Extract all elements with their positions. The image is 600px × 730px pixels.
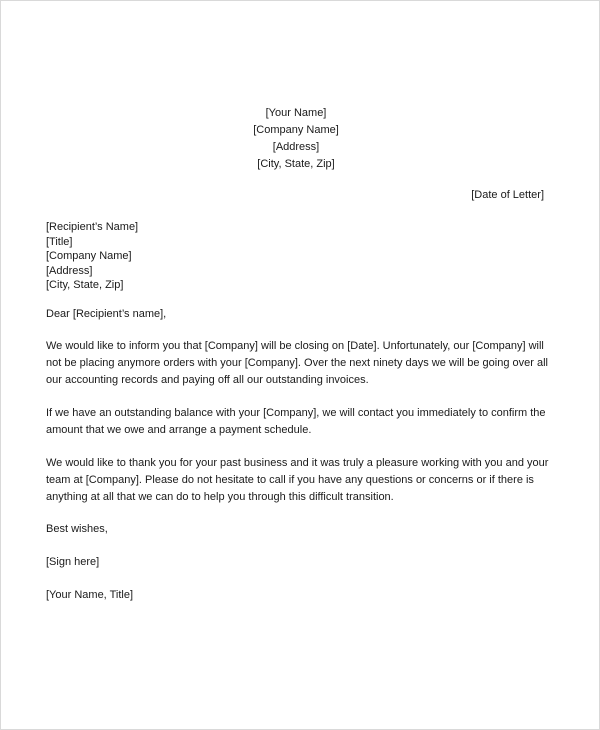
recipient-block xyxy=(46,220,138,293)
body-paragraph xyxy=(46,338,556,389)
body-line: not be placing anymore orders with your [Company]. Over the next ninety days we will be going over all xyxy=(46,357,548,369)
body-line: team at [Company]. Please do not hesitate to call if you have any questions or concerns or if there is xyxy=(46,474,534,486)
sender-name: [Your Name] xyxy=(265,107,327,119)
recipient-title: [Title] xyxy=(46,235,73,248)
body-line: our accounting records and paying off all our outstanding invoices. xyxy=(46,374,369,386)
recipient-city-state-zip: [City, State, Zip] xyxy=(46,279,124,291)
sender-company: [Company Name] xyxy=(253,124,339,136)
body-paragraph xyxy=(46,405,556,439)
body-line: If we have an outstanding balance with your [Company], we will contact you immediately to confirm the xyxy=(46,407,546,419)
signer-name-title: [Your Name, Title] xyxy=(46,589,134,601)
letter-body xyxy=(46,338,556,522)
greeting: Dear [Recipient’s name], xyxy=(46,308,167,320)
letter-date: [Date of Letter] xyxy=(471,189,544,201)
sender-address: [Address] xyxy=(272,141,320,153)
closing-salutation: Best wishes, xyxy=(46,523,108,535)
signature-placeholder: [Sign here] xyxy=(46,556,100,568)
body-line: anything at all that we can do to help you through this difficult transition. xyxy=(46,491,394,503)
body-line: amount that we owe and arrange a payment schedule. xyxy=(46,424,312,436)
body-paragraph xyxy=(46,455,556,506)
recipient-company: [Company Name] xyxy=(46,250,132,262)
closing-block xyxy=(46,521,133,620)
body-line: We would like to thank you for your past business and it was truly a pleasure working with you and your xyxy=(46,457,549,469)
sender-block xyxy=(1,105,591,173)
sender-city-state-zip: [City, State, Zip] xyxy=(257,158,335,170)
recipient-name: [Recipient’s Name] xyxy=(46,221,139,233)
recipient-address: [Address] xyxy=(46,264,93,277)
body-line: We would like to inform you that [Company] will be closing on [Date]. Unfortunately, our [Company] will xyxy=(46,340,544,352)
